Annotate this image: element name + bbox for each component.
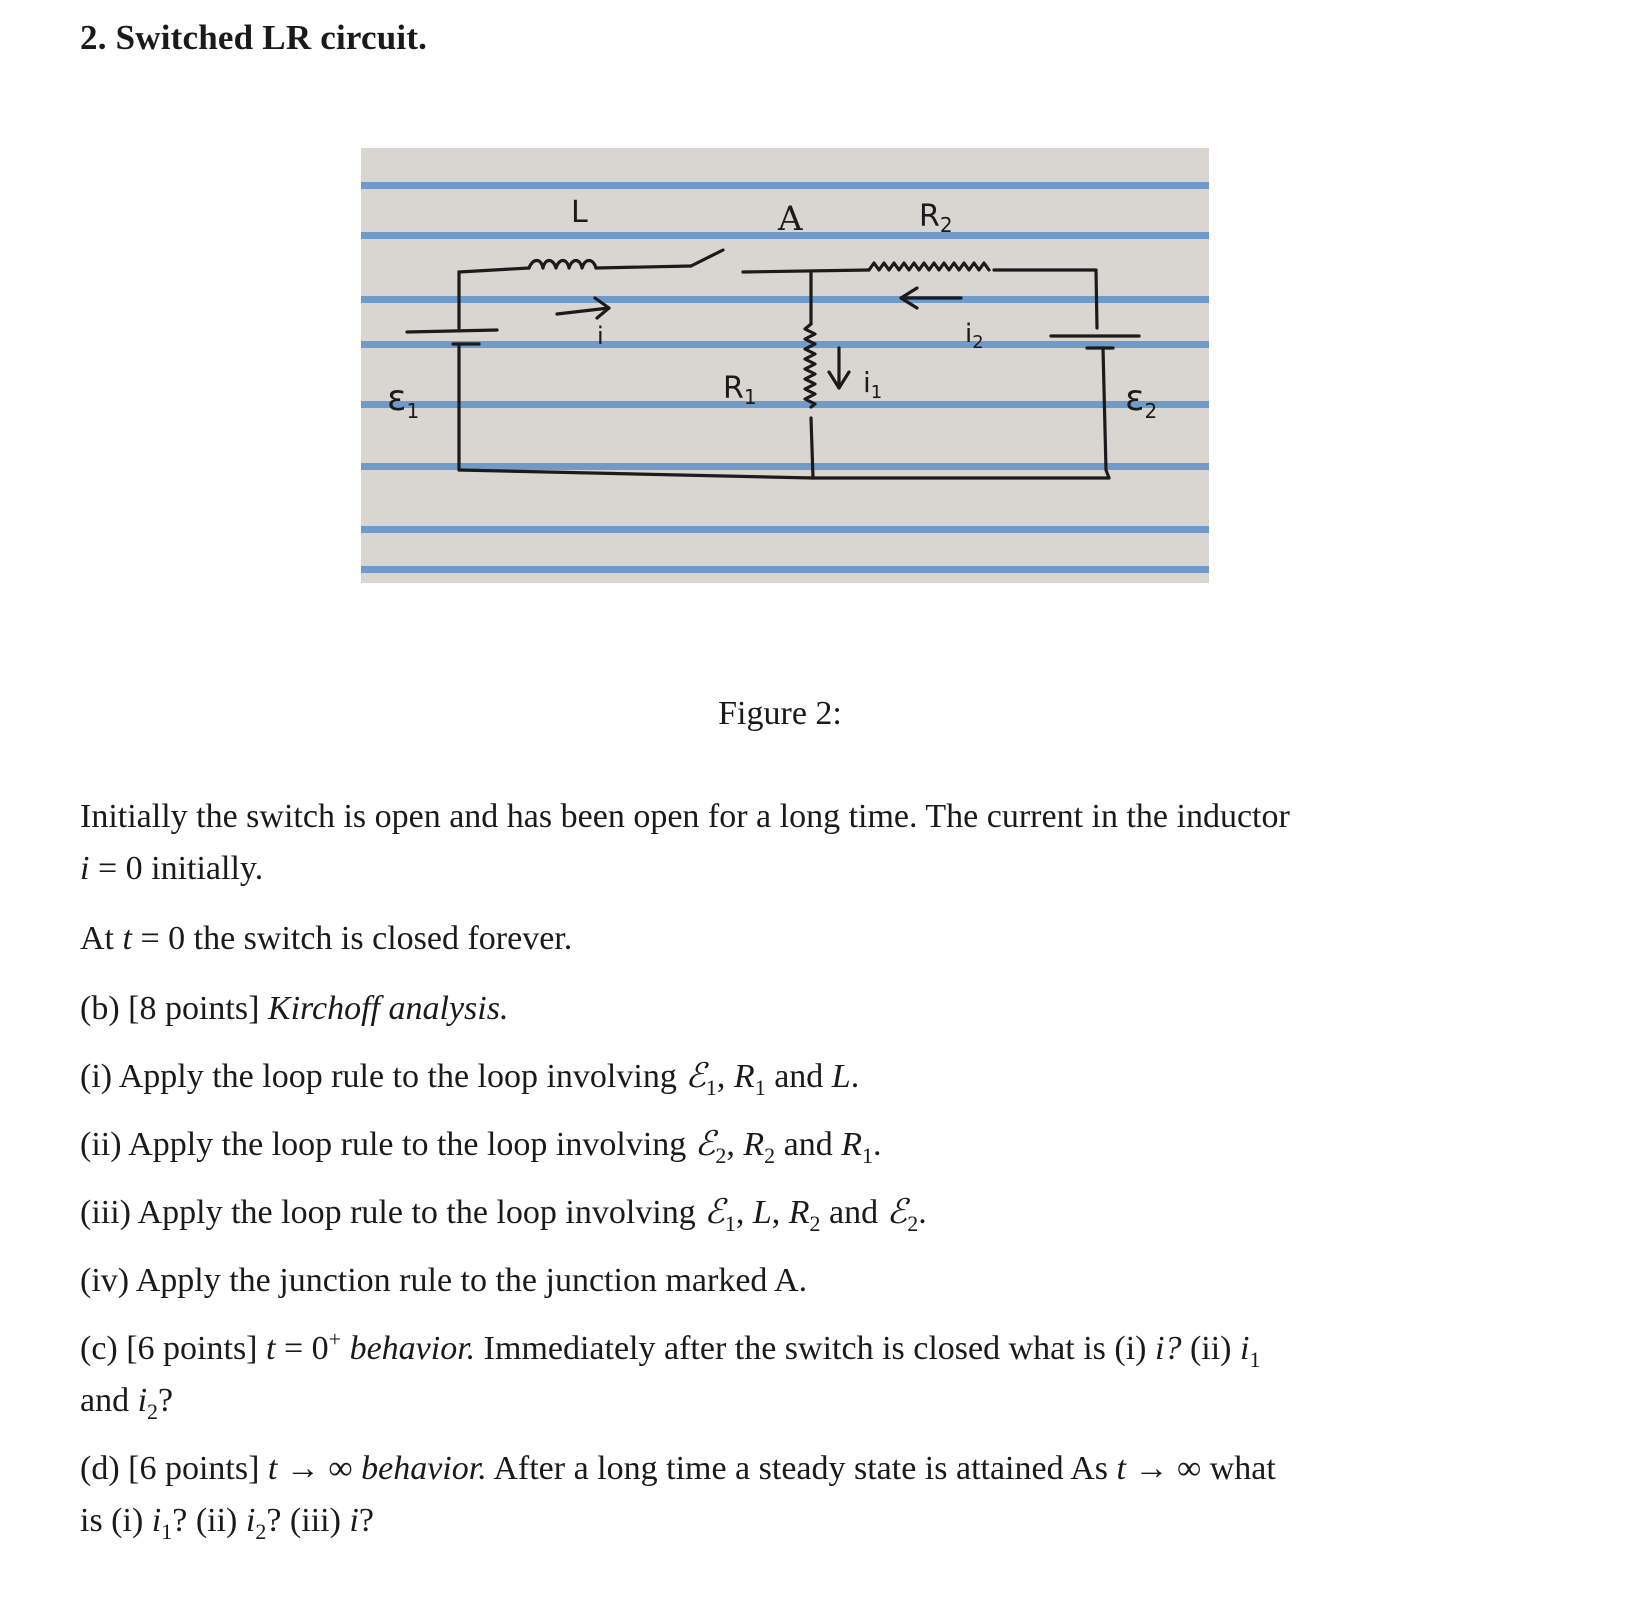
part-c-label: (c) [6 points] — [80, 1330, 258, 1367]
label-current-i: i — [597, 322, 604, 350]
d-var-t: t — [267, 1450, 278, 1487]
label-emf-1: $\varepsilon_1$ — [387, 378, 420, 423]
circuit-photo — [361, 148, 1209, 583]
part-c-title: behavior. — [349, 1330, 476, 1367]
d-var-i2: $i_2$ — [245, 1502, 267, 1544]
d-var-i1: $i_1$ — [151, 1502, 173, 1544]
label-current-i2: $i_2$ — [965, 319, 984, 353]
d-var-t-2: t — [1116, 1450, 1126, 1487]
d-line2-d: ? — [358, 1502, 374, 1539]
part-d-label: (d) [6 points] — [80, 1450, 260, 1487]
part-b-i: (i) Apply the loop rule to the loop involving ℰ$_1$, $R_1$ and L. — [80, 1058, 860, 1100]
b-i-and: and — [774, 1058, 824, 1095]
label-r2: $R_2$ — [919, 199, 953, 237]
at-word: At — [80, 920, 114, 957]
c-var-i: i — [1154, 1330, 1165, 1367]
d-line2-b: ? (ii) — [172, 1502, 238, 1539]
switch-closed-statement — [80, 913, 1500, 965]
intro-line-2: = 0 initially. — [97, 850, 264, 887]
b-i-text: (i) Apply the loop rule to the loop involving — [80, 1058, 677, 1095]
c-body: Immediately after the switch is closed what is (i) — [483, 1330, 1147, 1367]
c-sup-plus: + — [328, 1326, 342, 1352]
part-b-heading — [80, 983, 1500, 1035]
intro-var-i: i — [80, 850, 90, 887]
b-ii-text: (ii) Apply the loop rule to the loop involving — [80, 1126, 687, 1163]
b-ii-and: and — [783, 1126, 833, 1163]
c-eq: = 0 — [283, 1330, 329, 1367]
b-iv-text: (iv) Apply the junction rule to the junction marked A. — [80, 1262, 808, 1299]
d-body-arrow: → ∞ what — [1134, 1450, 1276, 1487]
part-b-iii: (iii) Apply the loop rule to the loop involving ℰ$_1$, L, $R_2$ and ℰ$_2$. — [80, 1194, 927, 1236]
label-current-i1: $i_1$ — [863, 366, 883, 403]
part-c: (c) [6 points] t = 0+ behavior. Immediately after the switch is closed what is (i) i? (ii) $i_1$ and $i_2$? — [80, 1326, 1261, 1424]
math-r1: $R_1$ — [733, 1058, 766, 1100]
intro-line-1: Initially the switch is open and has been open for a long time. The current in the inductor — [80, 798, 1290, 835]
b-iii-and: and — [829, 1194, 879, 1231]
c-body-2: (ii) — [1189, 1330, 1232, 1367]
label-inductor: L — [571, 195, 588, 230]
d-body: After a long time a steady state is attained As — [493, 1450, 1108, 1487]
d-line2-a: is (i) — [80, 1502, 144, 1539]
part-b-title: Kirchoff analysis. — [267, 990, 509, 1027]
d-line2-c: ? (iii) — [266, 1502, 341, 1539]
intro-paragraph — [80, 791, 1500, 895]
c-var-t: t — [266, 1330, 276, 1367]
label-r1: $R_1$ — [723, 371, 757, 409]
part-d-title: behavior. — [361, 1450, 487, 1487]
c-line2-and: and — [80, 1382, 130, 1419]
math-emf1: ℰ$_1$ — [685, 1058, 717, 1100]
part-d — [80, 1443, 1500, 1547]
circuit-figure — [361, 148, 1209, 583]
math-r2-b: $R_2$ — [788, 1194, 821, 1236]
d-var-i: i — [349, 1502, 359, 1539]
math-emf2-b: ℰ$_2$ — [886, 1194, 919, 1236]
figure-caption: Figure 2: — [718, 695, 842, 732]
problem-heading: 2. Switched LR circuit. — [80, 18, 428, 57]
part-b-ii: (ii) Apply the loop rule to the loop involving ℰ$_2$, $R_2$ and $R_1$. — [80, 1126, 882, 1168]
b-iii-text: (iii) Apply the loop rule to the loop involving — [80, 1194, 696, 1231]
switch-closed-text: = 0 the switch is closed forever. — [140, 920, 573, 957]
var-t: t — [122, 920, 132, 957]
label-emf-2: $\varepsilon_2$ — [1125, 378, 1158, 423]
math-l-b: L — [752, 1194, 772, 1231]
label-junction-a: A — [778, 199, 803, 239]
part-b-label: (b) [8 points] — [80, 990, 260, 1027]
part-b-iv — [80, 1255, 1500, 1307]
battery-e1-long-plate — [407, 330, 497, 332]
c-var-i1: $i_1$ — [1239, 1330, 1261, 1372]
math-r2: $R_2$ — [743, 1126, 776, 1168]
d-arrow-inf: → ∞ — [285, 1450, 353, 1487]
math-emf1-b: ℰ$_1$ — [704, 1194, 736, 1236]
c-var-i2: $i_2$ — [137, 1382, 159, 1424]
math-emf2: ℰ$_2$ — [694, 1126, 727, 1168]
math-l: L — [831, 1058, 851, 1095]
math-r1-b: $R_1$ — [841, 1126, 874, 1168]
